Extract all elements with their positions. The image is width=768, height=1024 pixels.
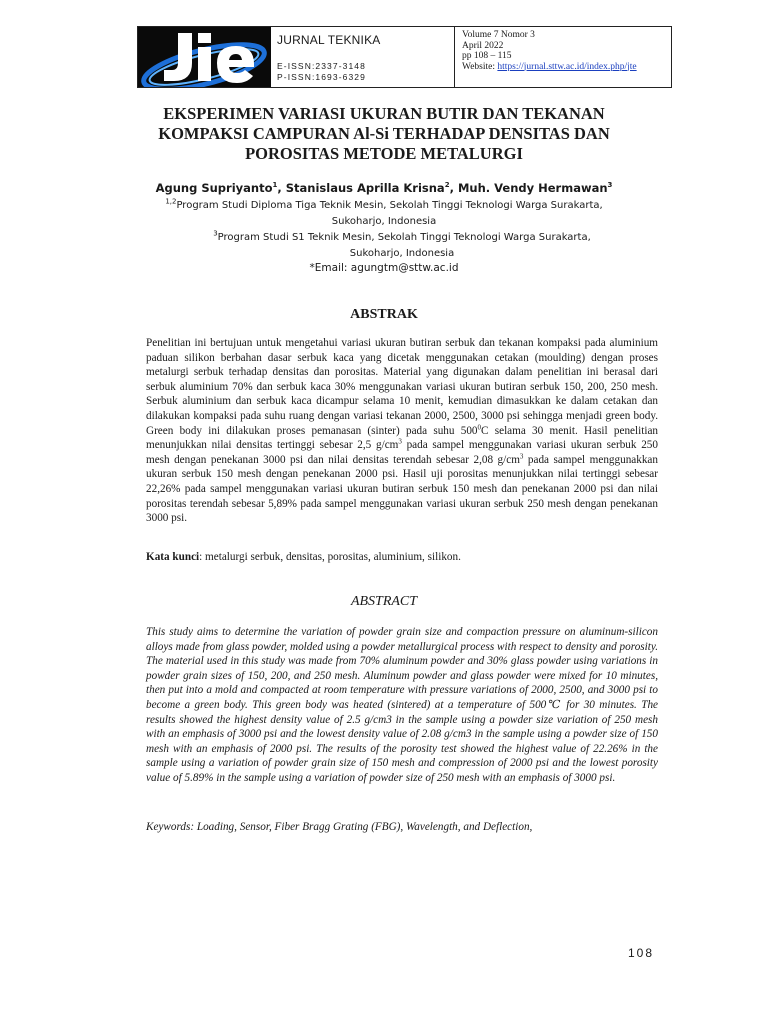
p-issn: P-ISSN:1693-6329 [277,72,366,82]
issue-date: April 2022 [462,40,504,51]
journal-name: JURNAL TEKNIKA [277,33,381,47]
volume: Volume 7 Nomor 3 [462,30,535,40]
affiliation-city: Sukoharjo, Indonesia [331,216,437,227]
title-line: EKSPERIMEN VARIASI UKURAN BUTIR DAN TEKANAN [163,104,605,123]
author-name: Muh. Vendy Hermawan [457,181,608,195]
author-list: Agung Supriyanto$^1$, Stanislaus Aprilla Krisna$^2$, Muh. Vendy Hermawan$^3$ [155,181,613,195]
jie-logo-icon [138,27,271,87]
affiliation-1 [140,198,628,230]
abstract-heading: ABSTRACT [350,594,418,609]
affiliation-2 [158,230,646,262]
e-issn: E-ISSN:2337-3148 [277,61,366,71]
website-line [462,62,671,73]
affiliation-sup: 3 [213,229,218,238]
author-name: Agung Supriyanto [155,181,273,195]
kata-kunci [146,551,658,563]
website-link[interactable]: https://jurnal.sttw.ac.id/index.php/jte [497,61,637,72]
kata-kunci-label: Kata kunci [146,551,200,563]
author-sup: 2 [444,181,450,190]
author-name: Stanislaus Aprilla Krisna [285,181,445,195]
page-number: 108 [628,946,655,960]
issue-info [454,27,671,87]
page-range: pp 108 – 115 [462,51,512,61]
abstrak-body: Penelitian ini bertujuan untuk mengetahui variasi ukuran butiran serbuk dan tekanan kompaksi pada aluminium paduan silikon berbahan dasar serbuk kaca yang dicetak menggunakan cetakan (moulding) dengan proses metalurgi serbuk terhadap densitas dan porositas. Material yang digunakan dalam penelitian ini berasal dari serbuk aluminium 70% dan serbuk kaca 30% menggunakan variasi ukuran butiran serbuk 150, 200, 250 mesh. Serbuk aluminium dan serbuk kaca dicampur selama 10 menit, kemudian dimasukkan ke dalam cetakan dan dilakukan kompaksi pada suhu ruang dengan variasi tekanan 2000, 2500, 3000 psi sehingga menjadi green body. Green body ini dilakukan proses pemanasan (sinter) pada suhu $500^0C$ selama 30 menit. Hasil penelitian menunjukkan nilai densitas tertinggi sebesar 2,5 $g/cm^3$ pada sampel menggunakan variasi ukuran serbuk 250 mesh dengan penekanan 3000 psi dan nilai densitas terendah sebesar 2,08 $g/cm^3$ pada sampel menggunakkan ukuran serbuk 150 mesh dengan penekanan 2000 psi. Hasil uji porositas menunjukkan nilai tertinggi sebesar 22,26% pada sampel menggunakan variasi ukuran butiran serbuk 150 mesh dan penekanan 2000 psi dan nilai porositas terendah sebesar 5,89% pada sampel menggunakan variasi ukuran serbuk 250 mesh dengan penekanan 3000 psi. [146,337,658,525]
title-line: POROSITAS METODE METALURGI [245,144,523,163]
author-sup: 1 [272,181,278,190]
kata-kunci-text: : metalurgi serbuk, densitas, porositas, aluminium, silikon. [199,551,461,563]
journal-logo [138,27,271,87]
affiliation-text: Program Studi Diploma Tiga Teknik Mesin, Sekolah Tinggi Teknologi Warga Surakarta, [176,200,603,211]
affiliation-text: Program Studi S1 Teknik Mesin, Sekolah Tinggi Teknologi Warga Surakarta, [217,232,591,243]
journal-info [271,27,454,87]
author-sup: 3 [607,181,613,190]
journal-header [137,26,672,88]
corresponding-email: *Email: agungtm@sttw.ac.id [309,262,459,274]
abstract-body: This study aims to determine the variation of powder grain size and compaction pressure on aluminum-silicon alloys made from glass powder, molded using a powder metallurgical process with respect to density and porosity. The material used in this study was made from 70% aluminum powder and 30% glass powder using variations in powder grain sizes of 150, 200, and 250 mesh. Aluminum powder and glass powder were mixed for 10 minutes, then put into a mold and compacted at room temperature with pressure variations of 2000, 2500, and 3000 psi to become a green body. This green body was heated (sintered) at a temperature of 500℃ for 30 minutes. The results showed the highest density value of 2.5 g/cm3 in the sample using a powder size variation of 250 mesh with an emphasis of 3000 psi and the lowest density value of 2.08 g/cm3 in the sample using a powder size of 150 mesh with an emphasis of 2000 psi. The results of the porosity test showed the highest value of 22.26% in the sample using a variation of powder grain size of 150 mesh and compression of 2000 psi and the lowest porosity value of 5.89% in the sample using a variation of powder size of 250 mesh with an emphasis of 3000 psi. [146,626,658,784]
affiliation-sup: 1,2 [165,197,177,206]
affiliation-city: Sukoharjo, Indonesia [349,248,455,259]
paper-title [140,104,628,164]
title-line: KOMPAKSI CAMPURAN Al-Si TERHADAP DENSITAS DAN [158,124,610,143]
keywords: Keywords: Loading, Sensor, Fiber Bragg Grating (FBG), Wavelength, and Deflection, [146,821,533,833]
website-label: Website: [462,61,498,72]
abstrak-heading: ABSTRAK [350,307,418,322]
